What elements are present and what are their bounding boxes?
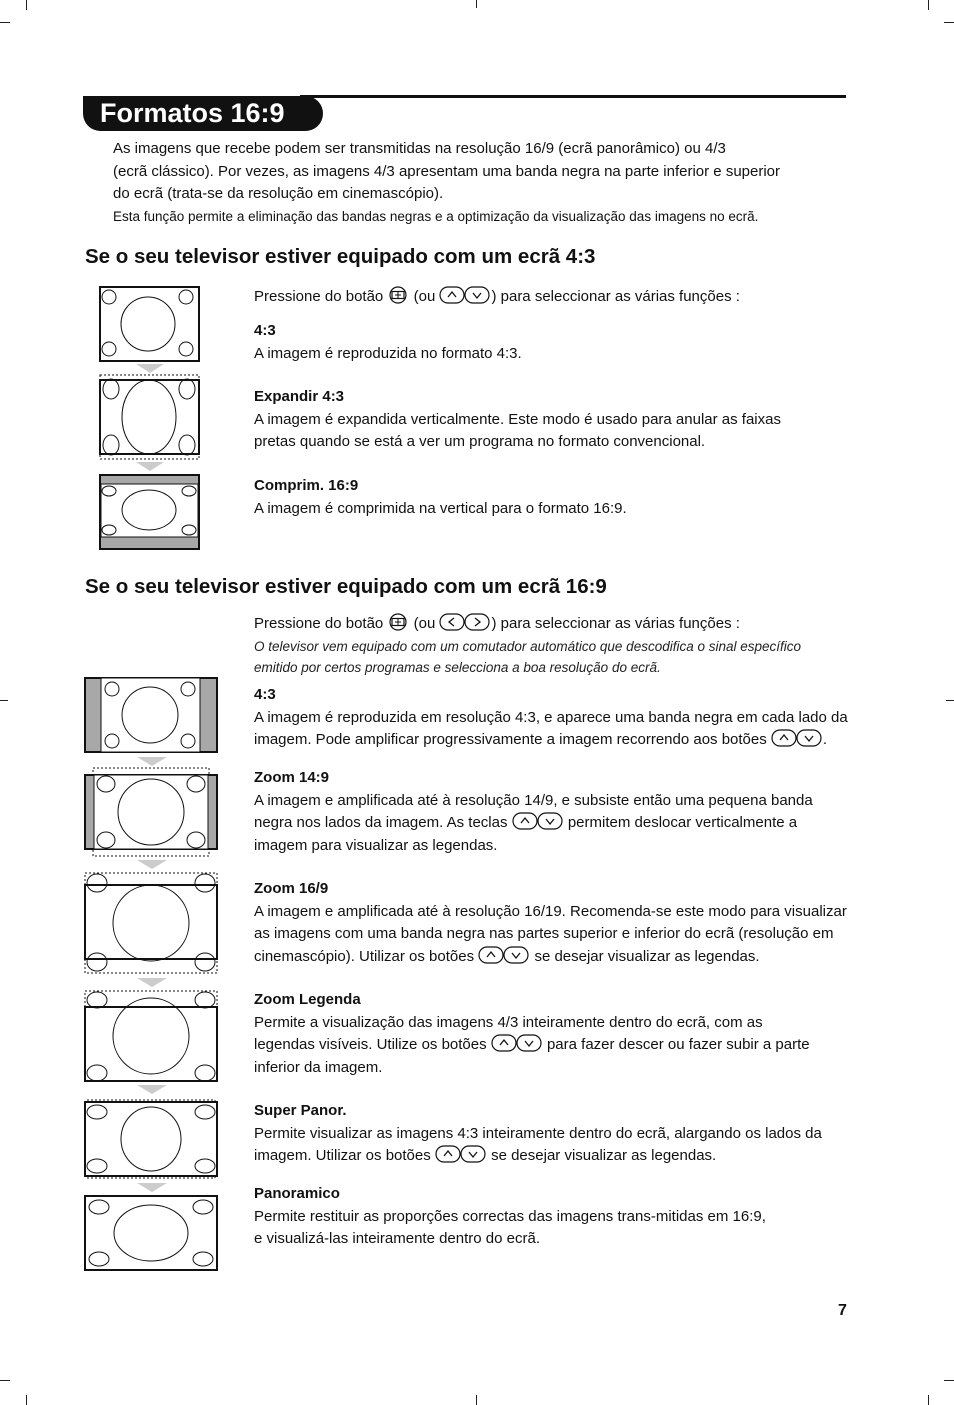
format-title: Comprim. 16:9 bbox=[254, 477, 359, 494]
format-description: A imagem é comprimida na vertical para o formato 16:9. bbox=[254, 499, 627, 517]
crop-mark bbox=[0, 1380, 10, 1381]
crop-mark bbox=[944, 22, 954, 23]
format-title: Super Panor. bbox=[254, 1102, 347, 1119]
format-item bbox=[254, 878, 864, 968]
format-description: imagem. Pode amplificar progressivamente a imagem recorrendo aos botões . bbox=[254, 731, 828, 748]
format-description: Permite visualizar as imagens 4:3 inteiramente dentro do ecrã, alargando os lados da bbox=[254, 1124, 822, 1142]
arrow-down-icon bbox=[136, 364, 164, 373]
format-title: Zoom Legenda bbox=[254, 991, 361, 1008]
arrow-down-icon bbox=[136, 462, 164, 471]
tv-diagram-zoom-169 bbox=[84, 872, 218, 974]
crop-mark bbox=[0, 700, 8, 701]
page-number: 7 bbox=[838, 1302, 847, 1319]
crop-mark bbox=[476, 1395, 477, 1405]
format-item bbox=[254, 989, 864, 1079]
tv-diagram-compress-169 bbox=[99, 474, 200, 550]
arrow-down-icon bbox=[137, 757, 167, 766]
auto-switch-note: O televisor vem equipado com um comutador automático que descodifica o sinal específico bbox=[254, 638, 802, 654]
section-heading-169: Se o seu televisor estiver equipado com um ecrã 16:9 bbox=[85, 575, 607, 598]
format-description: A imagem e amplificada até à resolução 14/9, e subsiste então uma pequena banda bbox=[254, 791, 813, 809]
format-description: Permite a visualização das imagens 4/3 inteiramente dentro do ecrã, com as bbox=[254, 1013, 763, 1031]
format-description: Permite restituir as proporções correctas das imagens trans-mitidas em 16:9, bbox=[254, 1207, 766, 1225]
crop-mark bbox=[928, 0, 929, 10]
intro-line: (ecrã clássico). Por vezes, as imagens 4/3 apresentam uma banda negra na parte inferior e superior bbox=[113, 162, 781, 180]
left-right-buttons-icon bbox=[439, 613, 491, 631]
format-description: A imagem é reproduzida em resolução 4:3, e aparece uma banda negra em cada lado da bbox=[254, 708, 848, 726]
format-description: negra nos lados da imagem. As teclas permitem deslocar verticalmente a bbox=[254, 814, 798, 831]
format-description: legendas visíveis. Utilize os botões para fazer descer ou fazer subir a parte bbox=[254, 1036, 810, 1053]
intro-line: do ecrã (trata-se da resolução em cinemascópio). bbox=[113, 185, 444, 202]
title-rule bbox=[300, 95, 846, 98]
intro-line: Esta função permite a eliminação das bandas negras e a optimização da visualização das imagens no ecrã. bbox=[113, 208, 759, 224]
tv-diagram-43 bbox=[99, 286, 200, 362]
up-down-buttons-icon bbox=[478, 946, 530, 964]
intro-paragraph bbox=[113, 138, 873, 228]
format-title: 4:3 bbox=[254, 322, 276, 339]
arrow-down-icon bbox=[137, 1085, 167, 1094]
crop-mark bbox=[928, 1395, 929, 1405]
crop-mark bbox=[26, 1395, 27, 1405]
format-description: A imagem e amplificada até à resolução 16/19. Recomenda-se este modo para visualizar bbox=[254, 902, 847, 920]
format-button-icon bbox=[387, 613, 409, 631]
format-title: 4:3 bbox=[254, 686, 276, 703]
up-down-buttons-icon bbox=[771, 729, 823, 747]
format-description: cinemascópio). Utilizar os botões se desejar visualizar as legendas. bbox=[254, 947, 760, 965]
press-instruction-43: Pressione do botão (ou ) para seleccionar as várias funções : bbox=[254, 288, 740, 305]
tv-diagram-zoom-legenda bbox=[84, 990, 218, 1082]
tv-diagram-expand-43 bbox=[99, 374, 200, 460]
tv-diagram-zoom-149 bbox=[84, 767, 218, 857]
tv-diagram-super-panor bbox=[84, 1099, 218, 1179]
format-title: Zoom 14:9 bbox=[254, 769, 330, 786]
arrow-down-icon bbox=[137, 978, 167, 987]
section-heading-43: Se o seu televisor estiver equipado com um ecrã 4:3 bbox=[85, 245, 596, 268]
format-title: Expandir 4:3 bbox=[254, 388, 345, 405]
format-title: Panoramico bbox=[254, 1185, 340, 1202]
format-description: pretas quando se está a ver um programa no formato convencional. bbox=[254, 433, 706, 450]
press-instruction-169: Pressione do botão (ou ) para seleccionar as várias funções : O televisor vem equipado com um comutador automático que descodifica o sinal específico emitido por certos programas e selecciona a boa resolução do ecrã. bbox=[254, 613, 864, 679]
format-item bbox=[254, 320, 864, 365]
format-title: Zoom 16/9 bbox=[254, 880, 329, 897]
crop-mark bbox=[946, 700, 954, 701]
tv-diagram-169-43 bbox=[84, 677, 218, 753]
format-description: A imagem é reproduzida no formato 4:3. bbox=[254, 344, 522, 362]
auto-switch-note: emitido por certos programas e selecciona a boa resolução do ecrã. bbox=[254, 660, 661, 675]
format-item bbox=[254, 1183, 864, 1251]
format-description: imagem. Utilizar os botões se desejar visualizar as legendas. bbox=[254, 1147, 717, 1164]
crop-mark bbox=[944, 1380, 954, 1381]
crop-mark bbox=[26, 0, 27, 10]
crop-mark bbox=[0, 22, 10, 23]
format-item bbox=[254, 386, 864, 454]
format-description: e visualizá-las inteiramente dentro do ecrã. bbox=[254, 1230, 540, 1247]
crop-mark bbox=[476, 0, 477, 8]
format-description: imagem para visualizar as legendas. bbox=[254, 836, 498, 854]
format-item bbox=[254, 684, 864, 752]
format-button-icon bbox=[387, 286, 409, 304]
arrow-down-icon bbox=[137, 860, 167, 869]
tv-diagram-panoramico bbox=[84, 1195, 218, 1271]
format-description: A imagem é expandida verticalmente. Este modo é usado para anular as faixas bbox=[254, 410, 781, 428]
up-down-buttons-icon bbox=[491, 1034, 543, 1052]
format-description: inferior da imagem. bbox=[254, 1058, 383, 1076]
up-down-buttons-icon bbox=[512, 812, 564, 830]
format-item bbox=[254, 475, 864, 520]
format-item bbox=[254, 1100, 864, 1168]
format-description: as imagens com uma banda negra nas partes superior e inferior do ecrã (resolução em bbox=[254, 925, 834, 942]
arrow-down-icon bbox=[137, 1183, 167, 1192]
page-title: Formatos 16:9 bbox=[100, 98, 285, 128]
format-item bbox=[254, 767, 864, 857]
intro-line: As imagens que recebe podem ser transmitidas na resolução 16/9 (ecrã panorâmico) ou 4/3 bbox=[113, 140, 726, 157]
up-down-buttons-icon bbox=[439, 286, 491, 304]
up-down-buttons-icon bbox=[435, 1145, 487, 1163]
